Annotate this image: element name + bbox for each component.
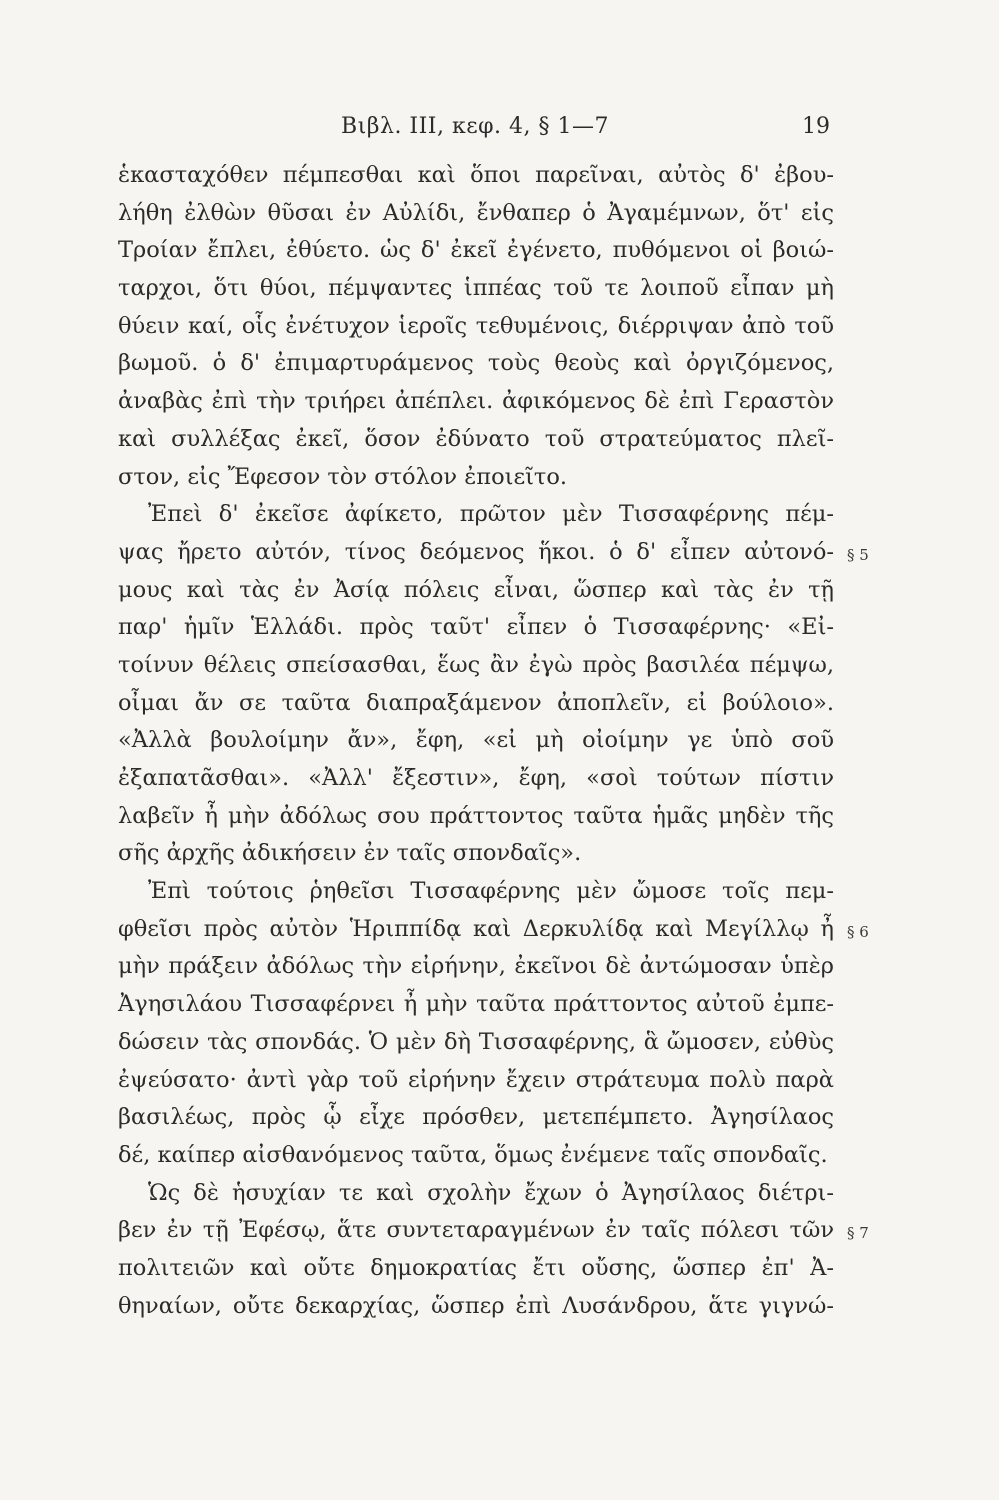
running-title: Βιβλ. III, κεφ. 4, § 1—7 (340, 114, 609, 139)
section-marker: § 6 (847, 923, 869, 941)
text-line: σῆς ἀρχῆς ἀδικήσειν ἐν ταῖς σπονδαῖς». (118, 840, 582, 867)
text-line: καὶ συλλέξας ἐκεῖ, ὅσον ἐδύνατο τοῦ στρατεύματος πλεῖ- (118, 425, 834, 452)
text-line: βασιλέως, πρὸς ᾧ εἶχε πρόσθεν, μετεπέμπετο. Ἀγησίλαος (118, 1104, 834, 1131)
paragraph-start-line: Ἐπὶ τούτοις ῥηθεῖσι Τισσαφέρνης μὲν ὤμοσε τοῖς πεμ- (148, 878, 834, 905)
text-line: στον, εἰς Ἔφεσον τὸν στόλον ἐποιεῖτο. (118, 463, 568, 490)
text-line: πολιτειῶν καὶ οὔτε δημοκρατίας ἔτι οὔσης, ὥσπερ ἐπ' Ἀ- (118, 1254, 834, 1281)
section-marker: § 7 (847, 1224, 869, 1242)
text-line: Τροίαν ἔπλει, ἐθύετο. ὡς δ' ἐκεῖ ἐγένετο, πυθόμενοι οἱ βοιώ- (118, 237, 834, 264)
running-header (120, 108, 830, 144)
text-line: ἀναβὰς ἐπὶ τὴν τριήρει ἀπέπλει. ἀφικόμενος δὲ ἐπὶ Γεραστὸν (118, 388, 834, 415)
text-line: ἑκασταχόθεν πέμπεσθαι καὶ ὅποι παρεῖναι, αὐτὸς δ' ἐβου- (118, 162, 834, 188)
text-line: ψας ἤρετο αὐτόν, τίνος δεόμενος ἥκοι. ὁ δ' εἶπεν αὐτονό- (118, 538, 834, 565)
text-line: ἐξαπατᾶσθαι». «Ἀλλ' ἔξεστιν», ἔφη, «σοὶ τούτων πίστιν (118, 765, 834, 791)
text-line: ταρχοι, ὅτι θύοι, πέμψαντες ἱππέας τοῦ τε λοιποῦ εἶπαν μὴ (118, 275, 834, 302)
text-line: βεν ἐν τῇ Ἐφέσῳ, ἅτε συντεταραγμένων ἐν ταῖς πόλεσι τῶν (118, 1217, 834, 1244)
paragraph-start-line: Ὡς δὲ ἡσυχίαν τε καὶ σχολὴν ἔχων ὁ Ἀγησίλαος διέτρι- (148, 1179, 834, 1206)
text-line: βωμοῦ. ὁ δ' ἐπιμαρτυράμενος τοὺς θεοὺς καὶ ὀργιζόμενος, (118, 350, 834, 377)
text-line: ἐψεύσατο· ἀντὶ γὰρ τοῦ εἰρήνην ἔχειν στράτευμα πολὺ παρὰ (118, 1066, 834, 1093)
text-line: Ἀγησιλάου Τισσαφέρνει ἦ μὴν ταῦτα πράττοντος αὐτοῦ ἐμπε- (118, 991, 834, 1018)
text-line: οἶμαι ἄν σε ταῦτα διαπραξάμενον ἀποπλεῖν, εἰ βούλοιο». (118, 689, 834, 716)
main-text (118, 157, 834, 1325)
section-marker: § 5 (847, 546, 869, 564)
text-line: τοίνυν θέλεις σπείσασθαι, ἕως ἂν ἐγὼ πρὸς βασιλέα πέμψω, (118, 651, 834, 678)
text-line: «Ἀλλὰ βουλοίμην ἄν», ἔφη, «εἰ μὴ οἰοίμην γε ὑπὸ σοῦ (118, 727, 834, 754)
text-line: μὴν πράξειν ἀδόλως τὴν εἰρήνην, ἐκεῖνοι δὲ ἀντώμοσαν ὑπὲρ (118, 953, 834, 980)
text-line: παρ' ἡμῖν Ἑλλάδι. πρὸς ταῦτ' εἶπεν ὁ Τισσαφέρνης· «Εἰ- (118, 614, 834, 641)
text-line: θύειν καί, οἷς ἐνέτυχον ἱεροῖς τεθυμένοις, διέρριψαν ἀπὸ τοῦ (118, 312, 834, 339)
text-line: θηναίων, οὔτε δεκαρχίας, ὥσπερ ἐπὶ Λυσάνδρου, ἅτε γιγνώ- (118, 1292, 834, 1319)
text-line: φθεῖσι πρὸς αὐτὸν Ἡριππίδᾳ καὶ Δερκυλίδᾳ καὶ Μεγίλλῳ ἦ (118, 915, 834, 942)
text-line: μους καὶ τὰς ἐν Ἀσίᾳ πόλεις εἶναι, ὥσπερ καὶ τὰς ἐν τῇ (118, 576, 834, 603)
text-line: λήθη ἐλθὼν θῦσαι ἐν Αὐλίδι, ἔνθαπερ ὁ Ἀγαμέμνων, ὅτ' εἰς (118, 199, 834, 226)
text-line: δέ, καίπερ αἰσθανόμενος ταῦτα, ὅμως ἐνέμενε ταῖς σπονδαῖς. (118, 1141, 828, 1168)
page-number: 19 (802, 114, 830, 139)
text-line: λαβεῖν ἦ μὴν ἀδόλως σου πράττοντος ταῦτα ἡμᾶς μηδὲν τῆς (118, 802, 834, 829)
text-line: δώσειν τὰς σπονδάς. Ὁ μὲν δὴ Τισσαφέρνης, ἃ ὤμοσεν, εὐθὺς (118, 1028, 834, 1055)
paragraph-start-line: Ἐπεὶ δ' ἐκεῖσε ἀφίκετο, πρῶτον μὲν Τισσαφέρνης πέμ- (148, 501, 834, 528)
